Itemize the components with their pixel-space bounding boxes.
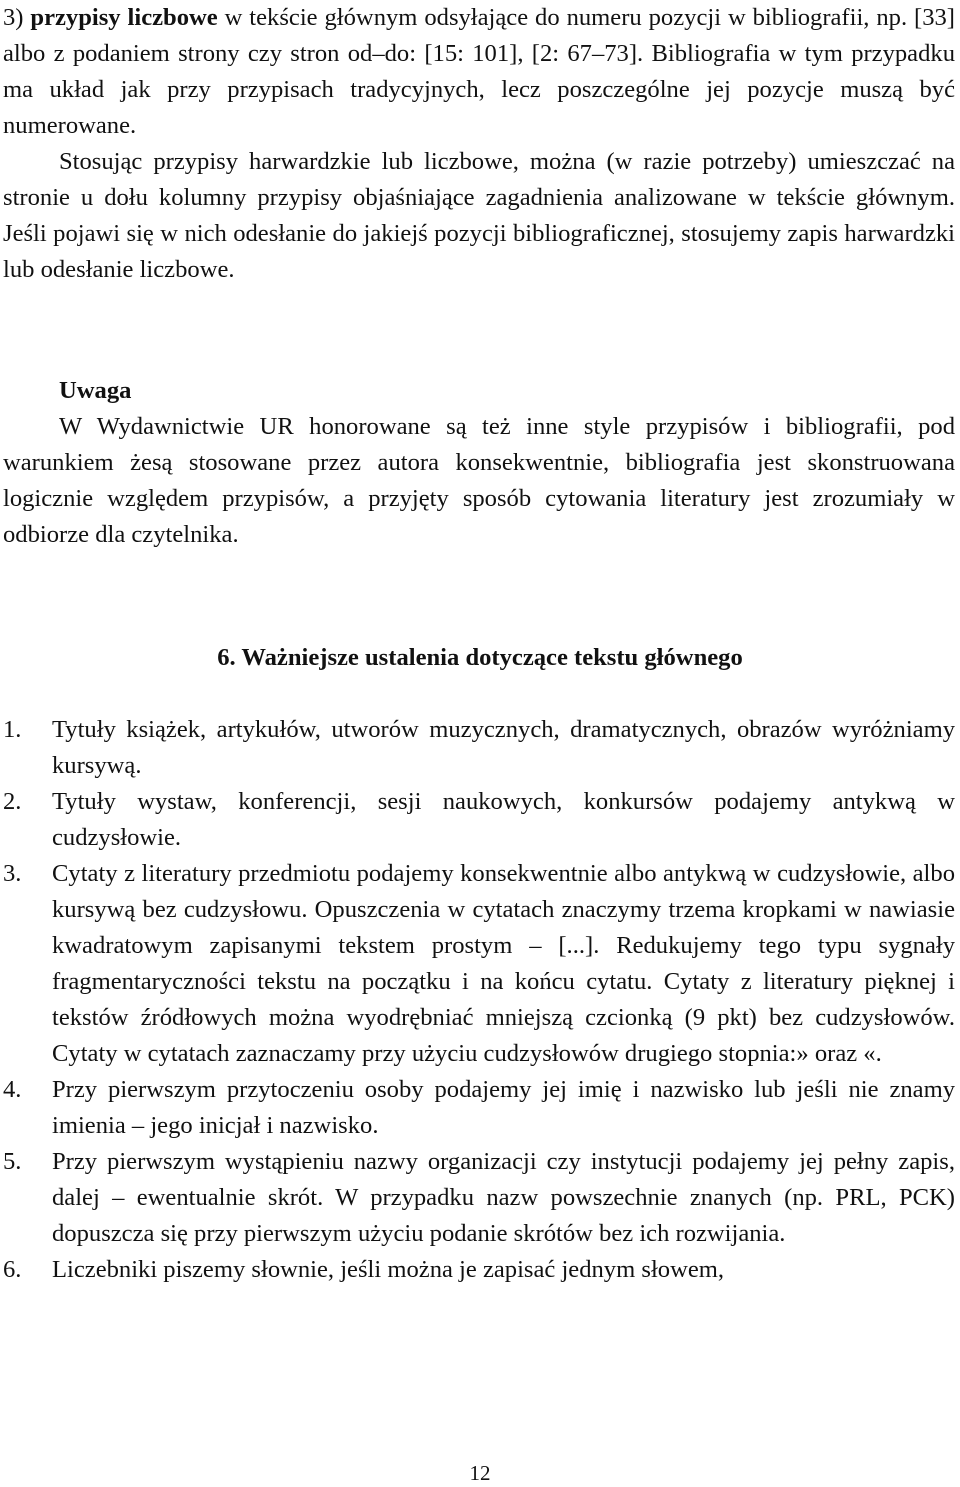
list-item-text: Cytaty z literatury przedmiotu podajemy konsekwentnie albo antykwą w cudzysłowie, albo kursywą bez cudzysłowu. Opuszczenia w cytatach znaczymy trzema kropkami w nawiasie kwadratowym zapisanymi tekstem prostym – [...]. Redukujemy tego typu sygnały fragmentaryczności tekstu na początku i na końcu cytatu. Cytaty z literatury pięknej i tekstów źródłowych można wyodrębniać mniejszą czcionką (9 pkt) bez cudzysłowów. Cytaty w cytatach zaznaczamy przy użyciu cudzysłowów drugiego stopnia:» oraz «. <box>52 860 955 1067</box>
list-item-text: Przy pierwszym wystąpieniu nazwy organizacji czy instytucji podajemy jej pełny zapis, dalej – ewentualnie skrót. W przypadku nazw powszechnie znanych (np. PRL, PCK) dopuszcza się przy pierwszym użyciu podanie skrótów bez ich rozwijania. <box>52 1148 955 1247</box>
list-item <box>3 1252 955 1288</box>
term-numeric-footnotes: przypisy liczbowe <box>30 4 218 31</box>
list-item-text: Tytuły książek, artykułów, utworów muzycznych, dramatycznych, obrazów wyróżniamy kursywą. <box>52 716 955 779</box>
list-item-number: 6. <box>3 1256 22 1283</box>
page-number: 12 <box>469 1461 491 1485</box>
list-item <box>3 1144 955 1252</box>
list-item-number: 5. <box>3 1148 22 1175</box>
item-marker: 3) <box>3 4 31 31</box>
list-item-number: 4. <box>3 1076 22 1103</box>
list-item <box>3 712 955 784</box>
list-item-text: Przy pierwszym przytoczeniu osoby podajemy jej imię i nazwisko lub jeśli nie znamy imienia – jego inicjał i nazwisko. <box>52 1076 955 1139</box>
list-item-text: Tytuły wystaw, konferencji, sesji naukowych, konkursów podajemy antykwą w cudzysłowie. <box>52 788 955 851</box>
section-heading: 6. Ważniejsze ustalenia dotyczące tekstu głównego <box>217 644 743 671</box>
rules-list <box>3 712 955 1288</box>
paragraph-explanatory-footnotes: Stosując przypisy harwardzkie lub liczbowe, można (w razie potrzeby) umieszczać na stronie u dołu kolumny przypisy objaśniające zagadnienia analizowane w tekście głównym. Jeśli pojawi się w nich odesłanie do jakiejś pozycji bibliograficznej, stosujemy zapis harwardzki lub odesłanie liczbowe. <box>3 148 955 283</box>
note-heading: Uwaga <box>59 377 132 404</box>
list-item <box>3 784 955 856</box>
note-block <box>3 373 955 553</box>
list-item <box>3 1072 955 1144</box>
paragraph-text: w tekście głównym odsyłające do numeru pozycji w bibliografii, np. [33] albo z podaniem strony czy stron od–do: [15: 101], [2: 67–73]. Bibliografia w tym przypadku ma układ jak przy przypisach tradycyjnych, lecz poszczególne jej pozycje muszą być numerowane. <box>3 4 955 139</box>
list-item-number: 3. <box>3 860 22 887</box>
list-item-number: 2. <box>3 788 22 815</box>
list-item <box>3 856 955 1072</box>
list-item-text: Liczebniki piszemy słownie, jeśli można je zapisać jednym słowem, <box>52 1256 725 1283</box>
note-text: W Wydawnictwie UR honorowane są też inne style przypisów i bibliografii, pod warunkiem żesą stosowane przez autora konsekwentnie, bibliografia jest skonstruowana logicznie względem przypisów, a przyjęty sposób cytowania literatury jest zrozumiały w odbiorze dla czytelnika. <box>3 413 955 548</box>
list-item-number: 1. <box>3 716 22 743</box>
intro-block <box>3 0 955 288</box>
paragraph-numeric-footnotes <box>3 0 955 144</box>
